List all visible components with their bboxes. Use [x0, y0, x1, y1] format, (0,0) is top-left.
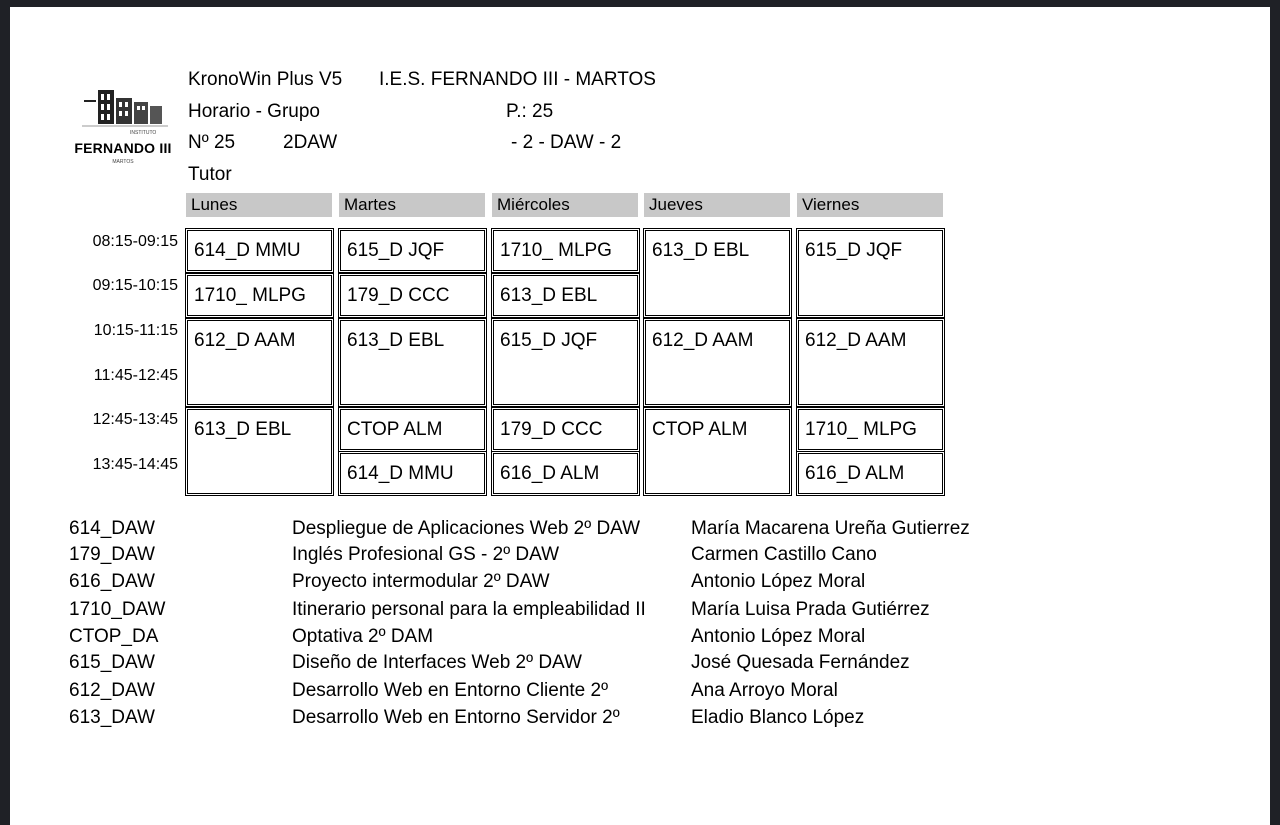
legend-code: 613_DAW: [69, 707, 155, 728]
schedule-cell: 616_D ALM: [493, 453, 638, 494]
schedule-cell: 1710_ MLPG: [187, 275, 332, 316]
group-name: 2DAW: [283, 132, 338, 153]
legend-code: 615_DAW: [69, 652, 155, 673]
schedule-cell: 179_D CCC: [493, 409, 638, 450]
legend-teacher: María Luisa Prada Gutiérrez: [691, 599, 930, 620]
time-slot-2: 09:15-10:15: [92, 277, 178, 294]
day-header-miercoles: Miércoles: [492, 193, 638, 217]
legend-subject: Desarrollo Web en Entorno Servidor 2º: [292, 707, 620, 728]
schedule-cell: 613_D EBL: [187, 409, 332, 494]
legend-code: 616_DAW: [69, 571, 155, 592]
legend-subject: Optativa 2º DAM: [292, 626, 434, 647]
legend-subject: Inglés Profesional GS - 2º DAW: [292, 544, 560, 565]
legend-code: 179_DAW: [69, 544, 155, 565]
time-slot-1: 08:15-09:15: [92, 233, 178, 250]
schedule-cell: 613_D EBL: [340, 320, 485, 405]
legend-code: 1710_DAW: [69, 599, 166, 620]
logo-subtitle: MARTOS: [112, 159, 134, 165]
schedule-cell: CTOP ALM: [645, 409, 790, 494]
day-header-lunes: Lunes: [186, 193, 332, 217]
day-header-martes: Martes: [339, 193, 485, 217]
time-slot-6: 13:45-14:45: [92, 456, 178, 473]
report-title: Horario - Grupo: [188, 101, 320, 122]
schedule-cell: 1710_ MLPG: [798, 409, 943, 450]
tutor-label: Tutor: [188, 164, 232, 185]
schedule-cell: 612_D AAM: [798, 320, 943, 405]
legend-subject: Proyecto intermodular 2º DAW: [292, 571, 550, 592]
app-name: KronoWin Plus V5: [188, 69, 343, 90]
school-logo: [68, 74, 178, 174]
legend-subject: Diseño de Interfaces Web 2º DAW: [292, 652, 582, 673]
legend-teacher: Antonio López Moral: [691, 571, 866, 592]
legend-teacher: Eladio Blanco López: [691, 707, 865, 728]
schedule-cell: 614_D MMU: [187, 230, 332, 271]
time-slot-5: 12:45-13:45: [92, 411, 178, 428]
schedule-cell: 616_D ALM: [798, 453, 943, 494]
day-header-jueves: Jueves: [644, 193, 790, 217]
schedule-cell: 179_D CCC: [340, 275, 485, 316]
legend-teacher: Carmen Castillo Cano: [691, 544, 877, 565]
group-number: Nº 25: [188, 132, 236, 153]
logo-small-text: INSTITUTO: [130, 130, 157, 136]
schedule-cell: 613_D EBL: [645, 230, 790, 316]
legend-subject: Desarrollo Web en Entorno Cliente 2º: [292, 680, 609, 701]
legend-teacher: Antonio López Moral: [691, 626, 866, 647]
schedule-cell: 614_D MMU: [340, 453, 485, 494]
school-name: I.E.S. FERNANDO III - MARTOS: [379, 69, 656, 90]
schedule-cell: 612_D AAM: [187, 320, 332, 405]
time-slot-4: 11:45-12:45: [93, 367, 178, 384]
legend-subject: Itinerario personal para la empleabilidad II: [292, 599, 646, 620]
schedule-cell: 615_D JQF: [493, 320, 638, 405]
legend-code: 612_DAW: [69, 680, 155, 701]
group-code: - 2 - DAW - 2: [511, 132, 622, 153]
schedule-cell: 615_D JQF: [340, 230, 485, 271]
page-number: P.: 25: [506, 101, 554, 122]
logo-name: FERNANDO III: [74, 140, 172, 156]
schedule-cell: 613_D EBL: [493, 275, 638, 316]
schedule-cell: CTOP ALM: [340, 409, 485, 450]
legend-subject: Despliegue de Aplicaciones Web 2º DAW: [292, 518, 641, 539]
schedule-cell: 1710_ MLPG: [493, 230, 638, 271]
legend-teacher: María Macarena Ureña Gutierrez: [691, 518, 970, 539]
schedule-cell: 615_D JQF: [798, 230, 943, 316]
day-header-viernes: Viernes: [797, 193, 943, 217]
building-icon: [82, 80, 168, 132]
legend-code: 614_DAW: [69, 518, 155, 539]
legend-teacher: Ana Arroyo Moral: [691, 680, 838, 701]
schedule-cell: 612_D AAM: [645, 320, 790, 405]
legend-code: CTOP_DA: [69, 626, 159, 647]
legend-teacher: José Quesada Fernández: [691, 652, 910, 673]
time-slot-3: 10:15-11:15: [93, 322, 178, 339]
